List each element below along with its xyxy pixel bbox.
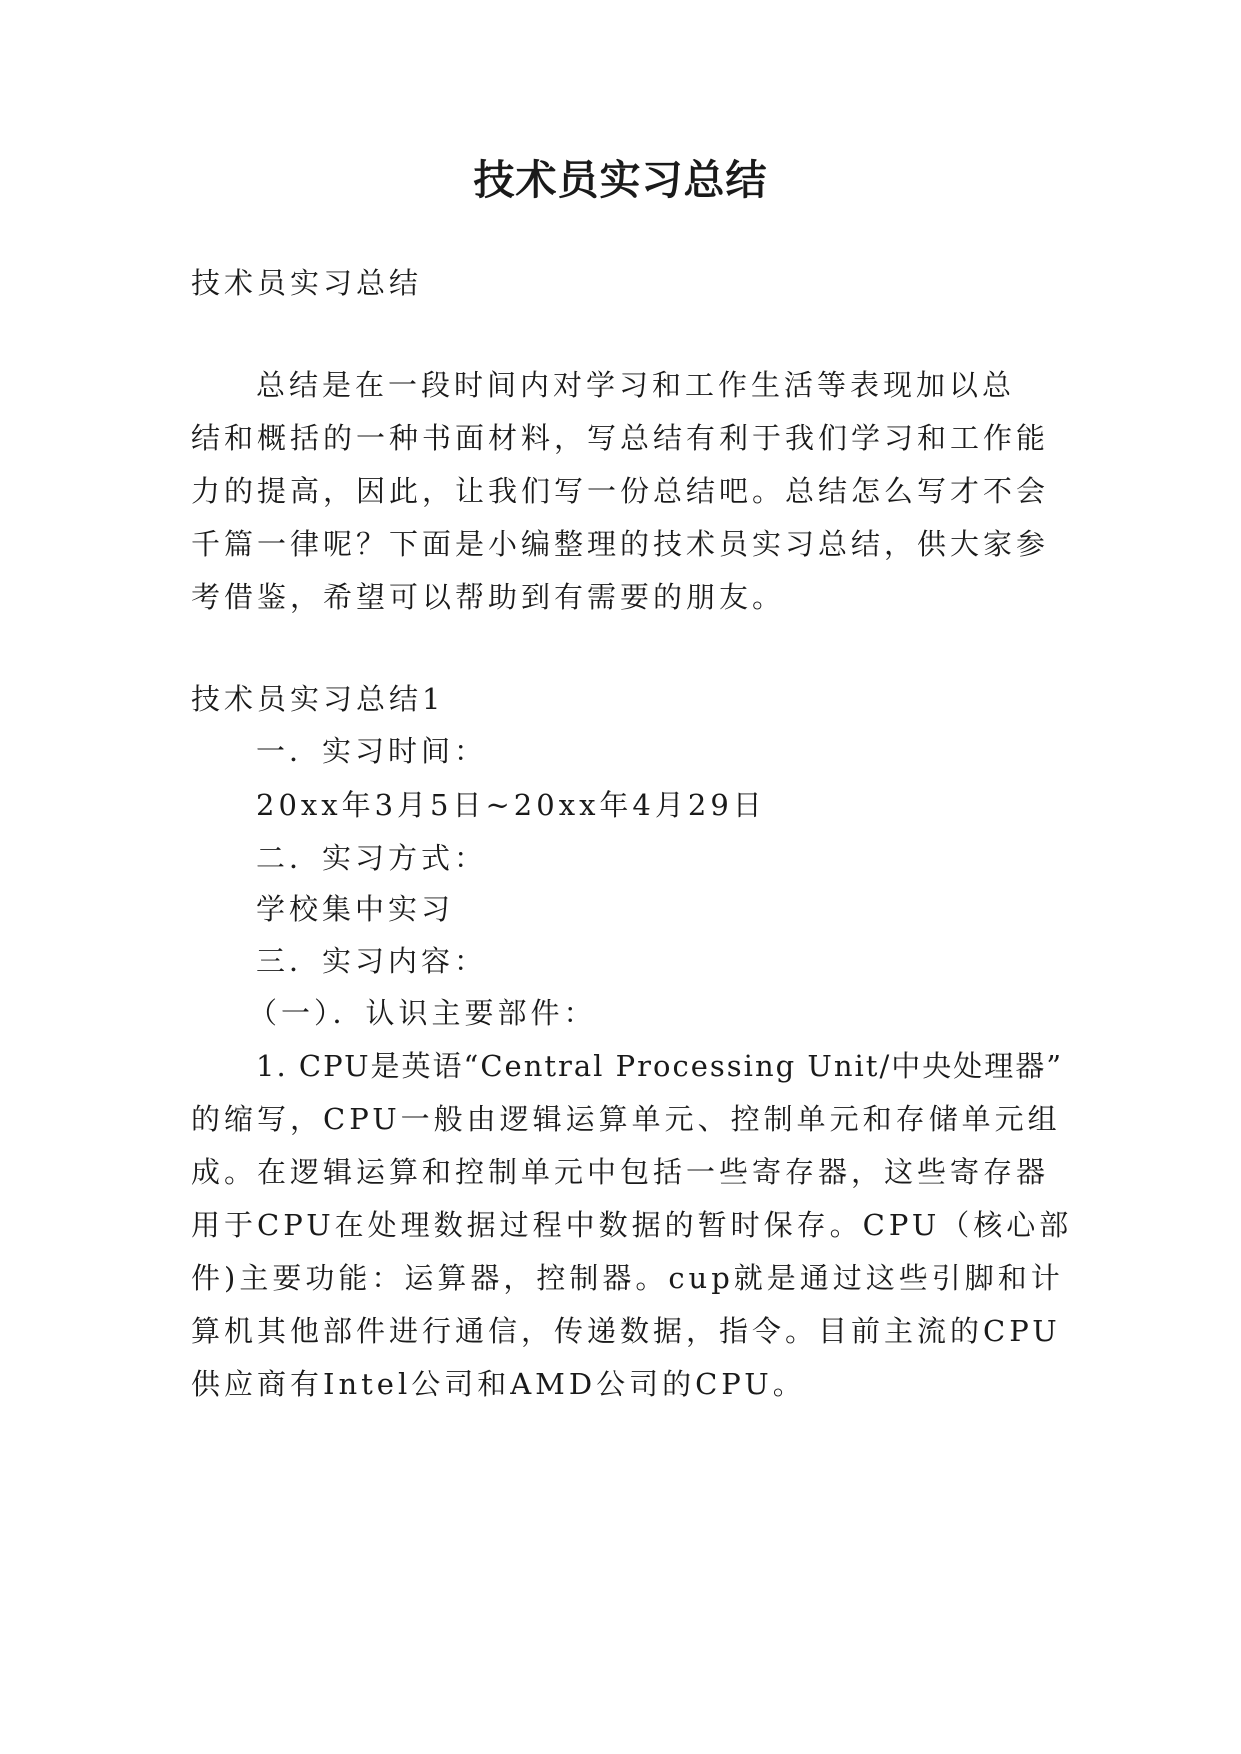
document-title: 技术员实习总结	[473, 156, 768, 204]
cpu-line: 供应商有Intel公司和AMD公司的CPU。	[191, 1367, 806, 1401]
intro-line: 力的提高，因此，让我们写一份总结吧。总结怎么写才不会	[191, 474, 1050, 508]
cpu-line: 成。在逻辑运算和控制单元中包括一些寄存器，这些寄存器	[191, 1155, 1050, 1189]
cpu-line: 1. CPU是英语“Central Processing Unit/中央处理器”	[256, 1049, 1064, 1083]
cpu-line: 用于CPU在处理数据过程中数据的暂时保存。CPU（核心部	[191, 1208, 1073, 1242]
item-heading-content: 三．实习内容：	[256, 944, 488, 978]
item-value-time: 20xx年3月5日~20xx年4月29日	[256, 788, 766, 822]
cpu-line: 件)主要功能：运算器，控制器。cup就是通过这些引脚和计	[191, 1261, 1064, 1295]
intro-line: 千篇一律呢？下面是小编整理的技术员实习总结，供大家参	[191, 527, 1050, 561]
document-subtitle: 技术员实习总结	[191, 266, 423, 300]
item-heading-time: 一．实习时间：	[256, 734, 488, 768]
cpu-line: 的缩写，CPU一般由逻辑运算单元、控制单元和存储单元组	[191, 1102, 1061, 1136]
section-heading: 技术员实习总结1	[191, 682, 445, 716]
intro-line: 总结是在一段时间内对学习和工作生活等表现加以总	[256, 368, 1016, 402]
cpu-line: 算机其他部件进行通信，传递数据，指令。目前主流的CPU	[191, 1314, 1061, 1348]
item-heading-method: 二．实习方式：	[256, 841, 488, 875]
intro-line: 考借鉴，希望可以帮助到有需要的朋友。	[191, 580, 786, 614]
subsection-heading: （一）．认识主要部件：	[248, 996, 597, 1030]
intro-line: 结和概括的一种书面材料，写总结有利于我们学习和工作能	[191, 421, 1050, 455]
item-value-method: 学校集中实习	[256, 892, 455, 926]
